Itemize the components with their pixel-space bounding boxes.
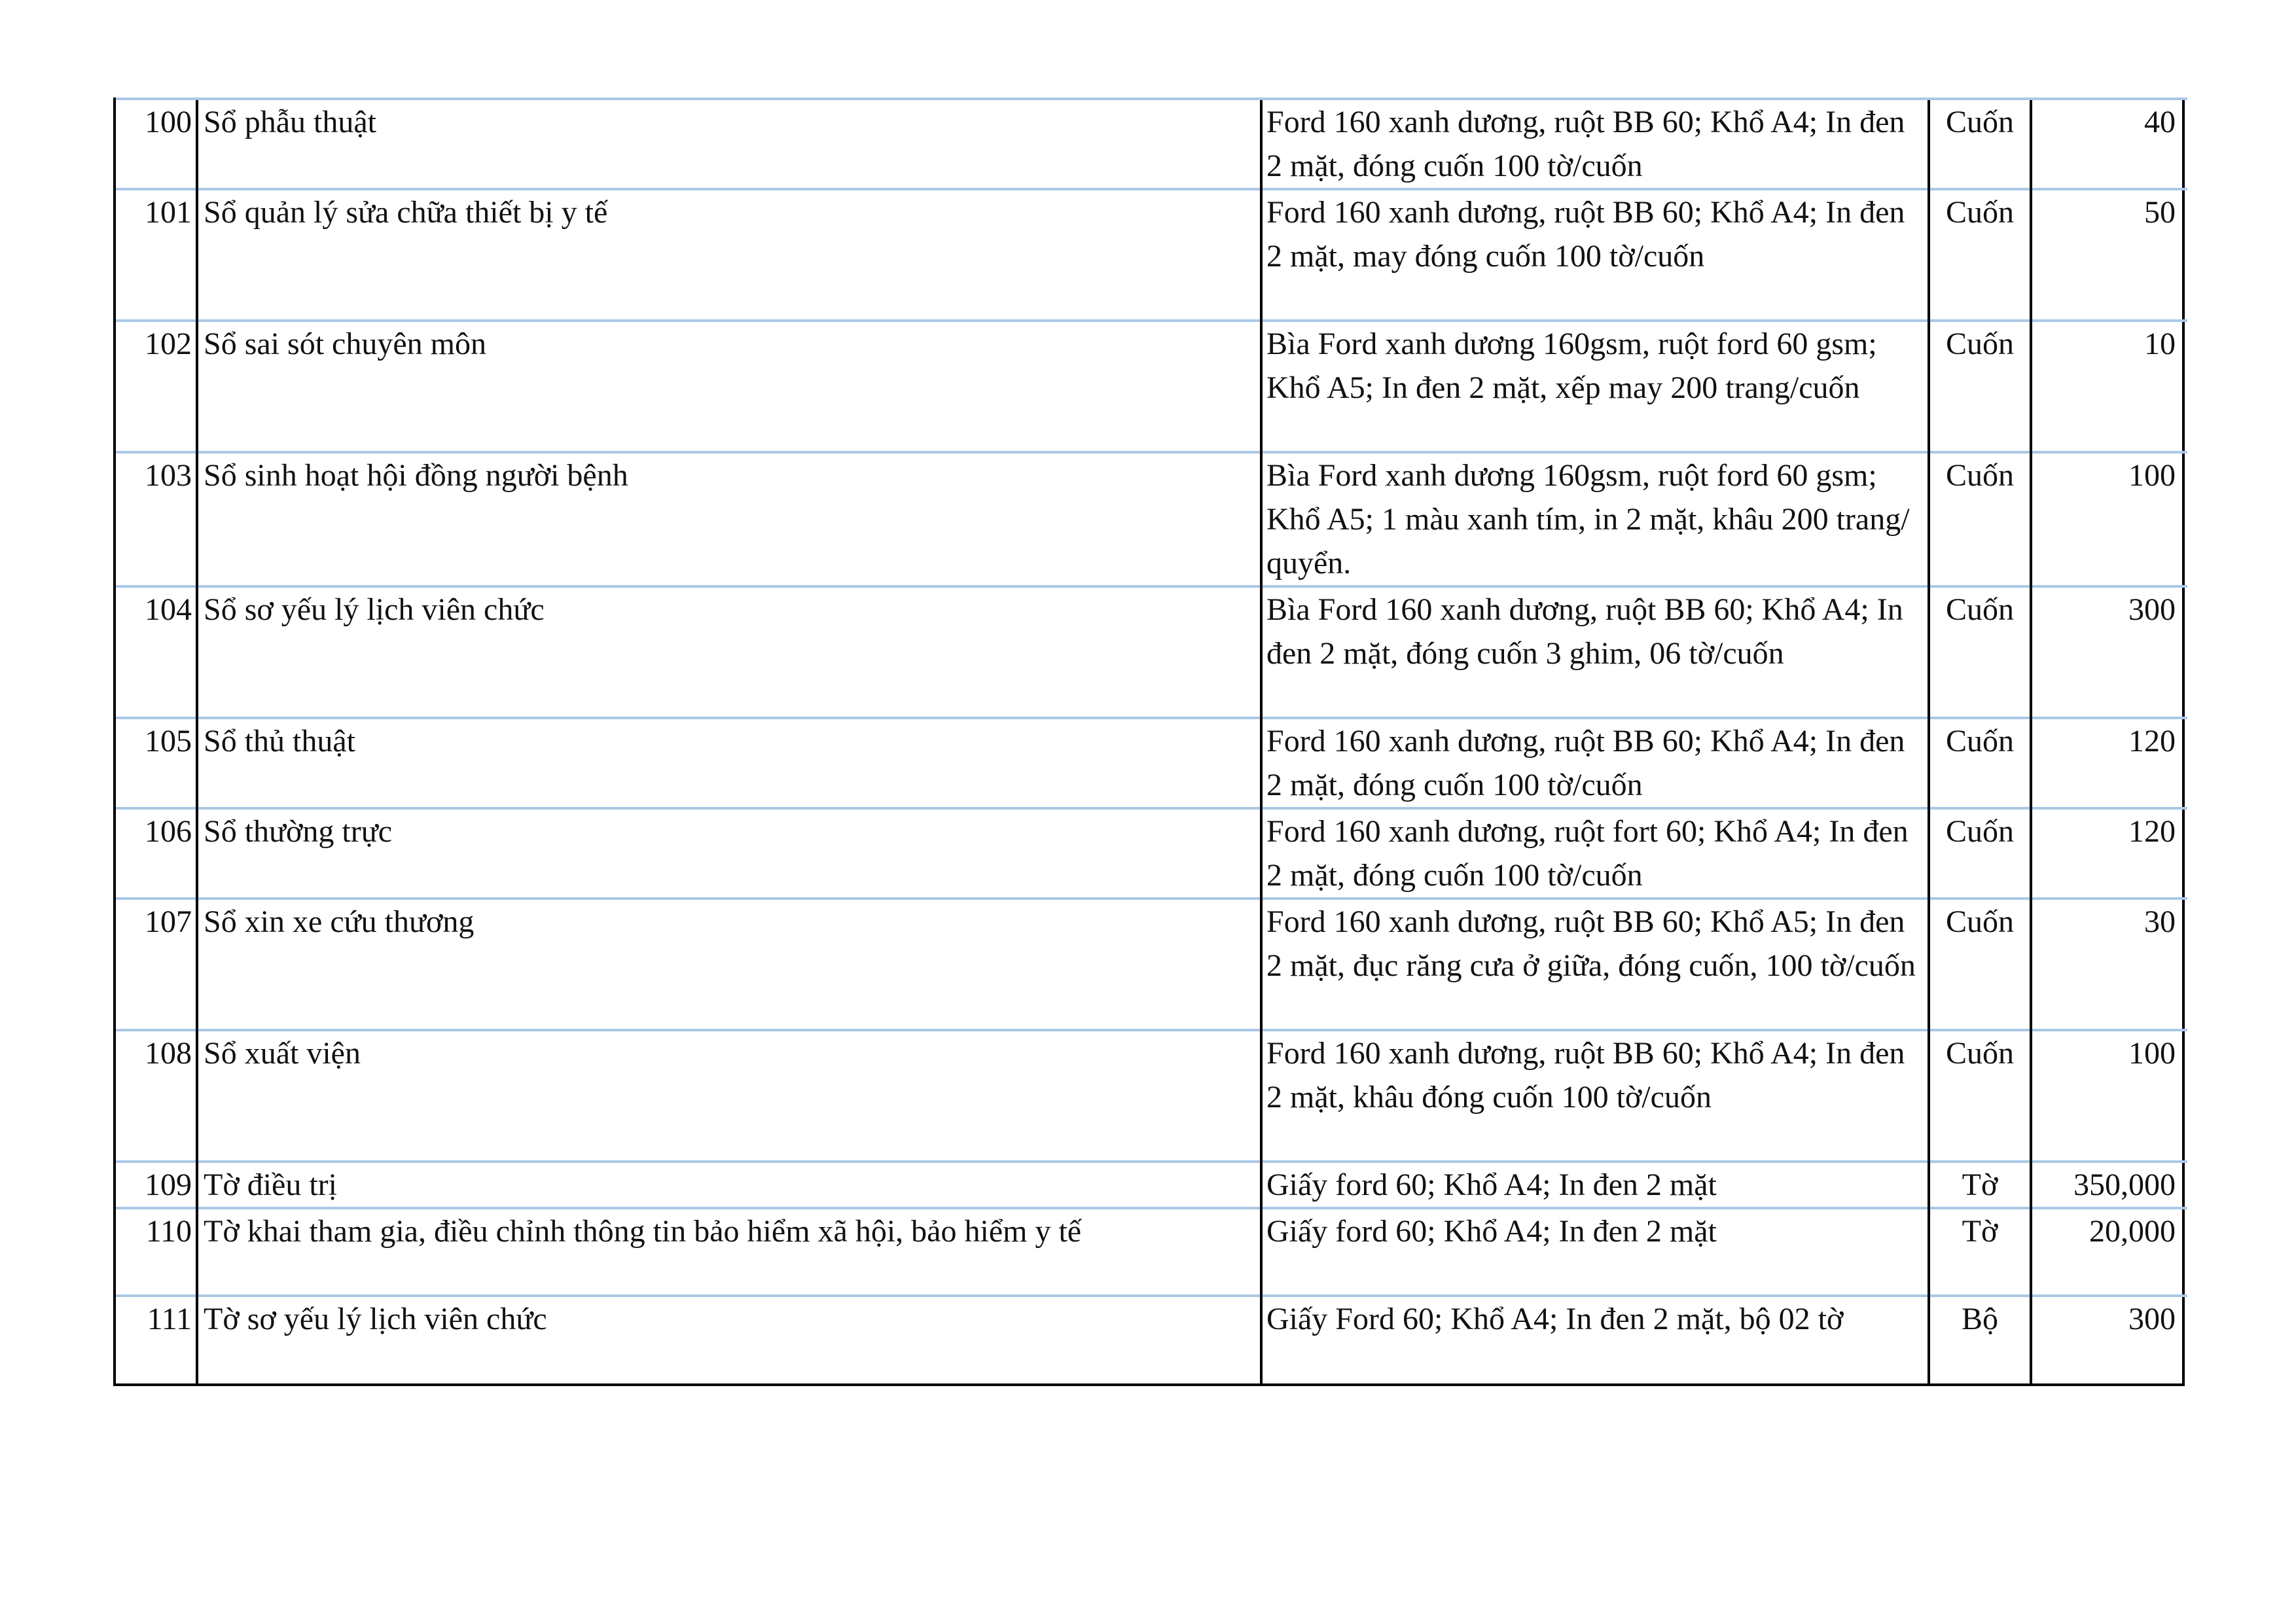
row-number: 100 <box>116 99 197 189</box>
item-name: Sổ xuất viện <box>197 1030 1261 1162</box>
table-row <box>116 1030 2187 1162</box>
item-quantity: 20,000 <box>2031 1208 2187 1296</box>
item-specification: Ford 160 xanh dương, ruột fort 60; Khổ A4; In đen 2 mặt, đóng cuốn 100 tờ/cuốn <box>1261 808 1929 899</box>
item-unit: Tờ <box>1929 1208 2031 1296</box>
row-number: 103 <box>116 452 197 586</box>
row-number: 105 <box>116 718 197 808</box>
item-specification: Ford 160 xanh dương, ruột BB 60; Khổ A5; In đen 2 mặt, đục răng cưa ở giữa, đóng cuốn, 100 tờ/cuốn <box>1261 899 1929 1030</box>
item-quantity: 100 <box>2031 1030 2187 1162</box>
item-specification: Giấy Ford 60; Khổ A4; In đen 2 mặt, bộ 02 tờ <box>1261 1296 1929 1383</box>
item-quantity: 30 <box>2031 899 2187 1030</box>
item-unit: Cuốn <box>1929 1030 2031 1162</box>
table-row <box>116 899 2187 1030</box>
table-row <box>116 452 2187 586</box>
table-row <box>116 99 2187 189</box>
item-unit: Cuốn <box>1929 189 2031 321</box>
item-unit: Cuốn <box>1929 718 2031 808</box>
item-name: Sổ thủ thuật <box>197 718 1261 808</box>
item-name: Sổ xin xe cứu thương <box>197 899 1261 1030</box>
item-quantity: 120 <box>2031 718 2187 808</box>
item-name: Sổ phẫu thuật <box>197 99 1261 189</box>
item-specification: Ford 160 xanh dương, ruột BB 60; Khổ A4; In đen 2 mặt, may đóng cuốn 100 tờ/cuốn <box>1261 189 1929 321</box>
supply-table <box>116 98 2187 1383</box>
item-quantity: 10 <box>2031 321 2187 452</box>
item-quantity: 300 <box>2031 1296 2187 1383</box>
item-name: Sổ sai sót chuyên môn <box>197 321 1261 452</box>
table-row <box>116 1208 2187 1296</box>
item-quantity: 50 <box>2031 189 2187 321</box>
item-unit: Bộ <box>1929 1296 2031 1383</box>
item-quantity: 120 <box>2031 808 2187 899</box>
row-number: 109 <box>116 1162 197 1208</box>
row-number: 111 <box>116 1296 197 1383</box>
row-number: 106 <box>116 808 197 899</box>
table-row <box>116 808 2187 899</box>
item-name: Sổ thường trực <box>197 808 1261 899</box>
item-unit: Cuốn <box>1929 808 2031 899</box>
row-number: 102 <box>116 321 197 452</box>
item-quantity: 100 <box>2031 452 2187 586</box>
item-specification: Ford 160 xanh dương, ruột BB 60; Khổ A4; In đen 2 mặt, khâu đóng cuốn 100 tờ/cuốn <box>1261 1030 1929 1162</box>
item-name: Tờ điều trị <box>197 1162 1261 1208</box>
item-quantity: 40 <box>2031 99 2187 189</box>
row-number: 108 <box>116 1030 197 1162</box>
table-row <box>116 1162 2187 1208</box>
row-number: 101 <box>116 189 197 321</box>
row-number: 110 <box>116 1208 197 1296</box>
item-quantity: 300 <box>2031 586 2187 718</box>
item-unit: Cuốn <box>1929 899 2031 1030</box>
item-specification: Bìa Ford 160 xanh dương, ruột BB 60; Khổ A4; In đen 2 mặt, đóng cuốn 3 ghim, 06 tờ/cuốn <box>1261 586 1929 718</box>
item-name: Sổ sinh hoạt hội đồng người bệnh <box>197 452 1261 586</box>
table-row <box>116 718 2187 808</box>
item-unit: Cuốn <box>1929 586 2031 718</box>
item-specification: Giấy ford 60; Khổ A4; In đen 2 mặt <box>1261 1162 1929 1208</box>
table-row <box>116 586 2187 718</box>
item-specification: Bìa Ford xanh dương 160gsm, ruột ford 60 gsm; Khổ A5; In đen 2 mặt, xếp may 200 trang/cuốn <box>1261 321 1929 452</box>
row-number: 107 <box>116 899 197 1030</box>
row-number: 104 <box>116 586 197 718</box>
item-specification: Bìa Ford xanh dương 160gsm, ruột ford 60 gsm; Khổ A5; 1 màu xanh tím, in 2 mặt, khâu 200 trang/ quyển. <box>1261 452 1929 586</box>
table-row <box>116 1296 2187 1383</box>
item-name: Tờ khai tham gia, điều chỉnh thông tin bảo hiểm xã hội, bảo hiểm y tế <box>197 1208 1261 1296</box>
item-specification: Ford 160 xanh dương, ruột BB 60; Khổ A4; In đen 2 mặt, đóng cuốn 100 tờ/cuốn <box>1261 718 1929 808</box>
item-name: Sổ quản lý sửa chữa thiết bị y tế <box>197 189 1261 321</box>
item-name: Tờ sơ yếu lý lịch viên chức <box>197 1296 1261 1383</box>
item-quantity: 350,000 <box>2031 1162 2187 1208</box>
item-unit: Cuốn <box>1929 321 2031 452</box>
item-specification: Giấy ford 60; Khổ A4; In đen 2 mặt <box>1261 1208 1929 1296</box>
item-unit: Cuốn <box>1929 452 2031 586</box>
table-row <box>116 189 2187 321</box>
item-unit: Cuốn <box>1929 99 2031 189</box>
supply-table-container <box>113 98 2185 1386</box>
item-name: Sổ sơ yếu lý lịch viên chức <box>197 586 1261 718</box>
item-specification: Ford 160 xanh dương, ruột BB 60; Khổ A4; In đen 2 mặt, đóng cuốn 100 tờ/cuốn <box>1261 99 1929 189</box>
item-unit: Tờ <box>1929 1162 2031 1208</box>
table-row <box>116 321 2187 452</box>
